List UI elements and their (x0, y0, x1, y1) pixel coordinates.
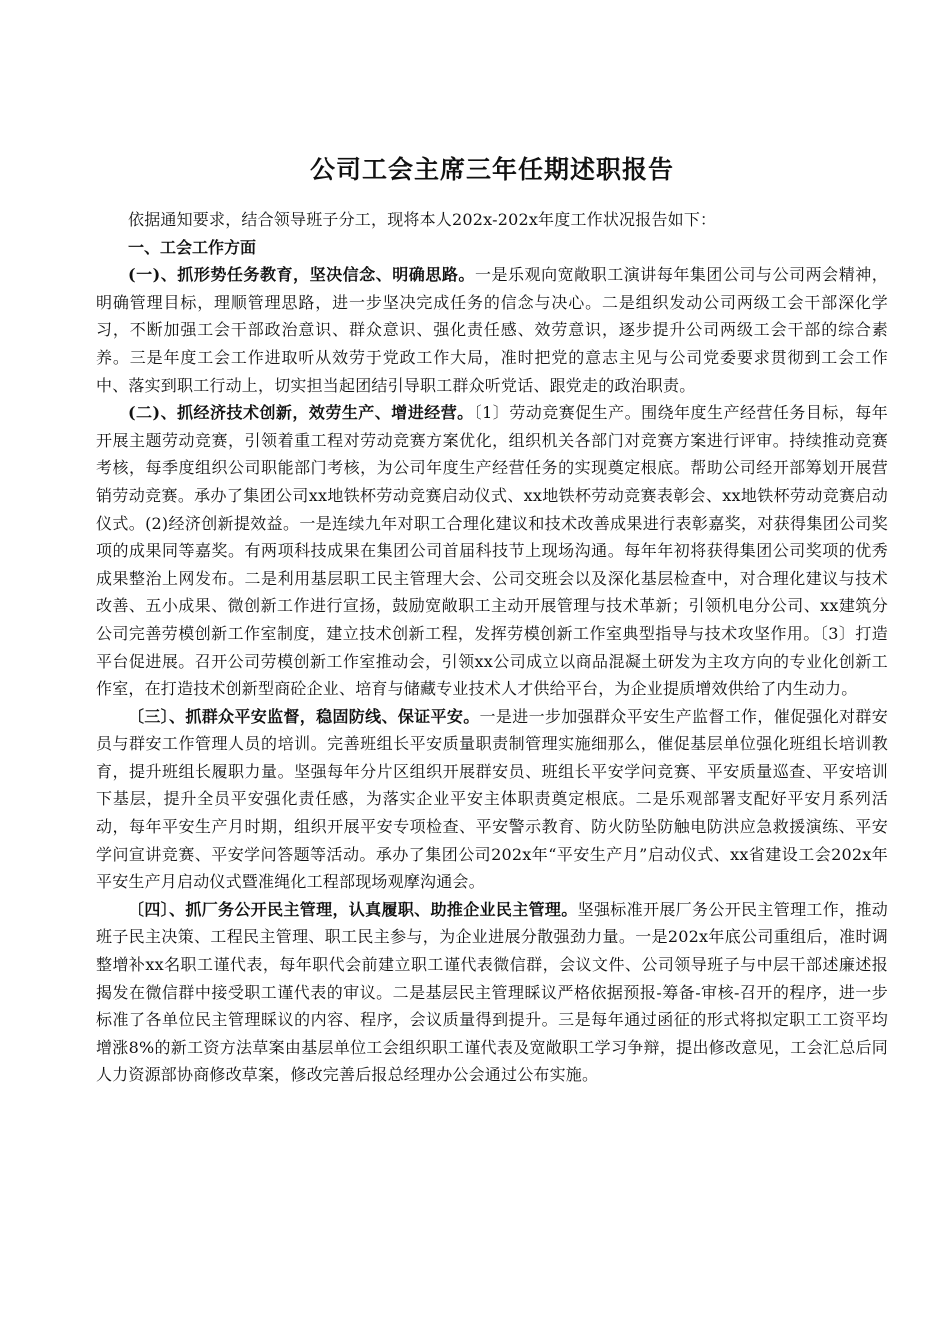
paragraph-body: 一是进一步加强群众平安生产监督工作，催促强化对群安员与群安工作管理人员的培训。完善班组长平安质量职责制管理实施细那么，催促基层单位强化班组长培训教育，提升班组长履职力量。坚强每年分片区组织开展群安员、班组长平安学问竞赛、平安质量巡查、平安培训下基层，提升全员平安强化责任感，为落实企业平安主体职责奠定根底。二是乐观部署支配好平安月系列活动，每年平安生产月时期，组织开展平安专项检查、平安警示教育、防火防坠防触电防洪应急救援演练、平安学问宣讲竞赛、平安学问答题等活动。承办了集团公司202x年“平安生产月”启动仪式、xx省建设工会202x年平安生产月启动仪式暨准绳化工程部现场观摩沟通会。 (96, 706, 888, 892)
paragraph-democratic-management (96, 896, 888, 1089)
paragraph-education (96, 261, 888, 399)
paragraph-lead: 〔三〕、抓群众平安监督，稳固防线、保证平安。 (128, 706, 480, 726)
paragraph-body: 坚强标准开展厂务公开民主管理工作，推动班子民主决策、工程民主管理、职工民主参与，为企业进展分散强劲力量。一是202x年底公司重组后，准时调整增补xx名职工谨代表，每年职代会前建立职工谨代表微信群，会议文件、公司领导班子与中层干部述廉述报揭发在微信群中接受职工谨代表的审议。二是基层民主管理睬议严格依据预报-筹备-审核-召开的程序，进一步标准了各单位民主管理睬议的内容、程序，会议质量得到提升。三是每年通过函征的形式将拟定职工工资平均增涨8%的新工资方法草案由基层单位工会组织职工谨代表及宽敞职工学习争辩，提出修改意见，工会汇总后同人力资源部协商修改草案，修改完善后报总经理办公会通过公布实施。 (96, 899, 888, 1085)
paragraph-lead: 〔四〕、抓厂务公开民主管理，认真履职、助推企业民主管理。 (128, 899, 578, 919)
document-title: 公司工会主席三年任期述职报告 (309, 155, 674, 184)
section-heading-union-work: 一、工会工作方面 (128, 237, 257, 257)
paragraph-safety (96, 703, 888, 896)
paragraph-body: 〔1〕劳动竞赛促生产。围绕年度生产经营任务目标，每年开展主题劳动竞赛，引领着重工程对劳动竞赛方案优化，组织机关各部门对竞赛方案进行评审。持续推动竞赛考核，每季度组织公司职能部门考核，为公司年度生产经营任务的实现奠定根底。帮助公司经开部筹划开展营销劳动竞赛。承办了集团公司xx地铁杯劳动竞赛启动仪式、xx地铁杯劳动竞赛表彰会、xx地铁杯劳动竞赛启动仪式。(2)经济创新提效益。一是连续九年对职工合理化建议和技术改善成果进行表彰嘉奖，对获得集团公司奖项的成果同等嘉奖。有两项科技成果在集团公司首届科技节上现场沟通。每年年初将获得集团公司奖项的优秀成果整治上网发布。二是利用基层职工民主管理大会、公司交班会以及深化基层检查中，对合理化建议与技术改善、五小成果、微创新工作进行宣扬，鼓励宽敞职工主动开展管理与技术革新；引领机电分公司、xx建筑分公司完善劳模创新工作室制度，建立技术创新工程，发挥劳模创新工作室典型指导与技术攻坚作用。〔3〕打造平台促进展。召开公司劳模创新工作室推动会，引领xx公司成立以商品混凝土研发为主攻方向的专业化创新工作室，在打造技术创新型商砼企业、培育与储藏专业技术人才供给平台，为企业提质增效供给了内生动力。 (96, 403, 888, 699)
intro-paragraph: 依据通知要求，结合领导班子分工，现将本人202x-202x年度工作状况报告如下： (128, 210, 717, 229)
paragraph-body: 一是乐观向宽敞职工演讲每年集团公司与公司两会精神，明确管理目标，理顺管理思路，进一步坚决完成任务的信念与决心。二是组织发动公司两级工会干部深化学习，不断加强工会干部政治意识、群众意识、强化责任感、效劳意识，逐步提升公司两级工会干部的综合素养。三是年度工会工作进取听从效劳于党政工作大局，准时把党的意志主见与公司党委要求贯彻到工会工作中、落实到职工行动上，切实担当起团结引导职工群众听党话、跟党走的政治职责。 (96, 265, 888, 395)
paragraph-lead: (二)、抓经济技术创新，效劳生产、增进经营。 (128, 403, 474, 423)
paragraph-innovation (96, 399, 888, 703)
paragraph-lead: (一)、抓形势任务教育，坚决信念、明确思路。 (128, 265, 475, 285)
document-page (96, 150, 888, 1089)
